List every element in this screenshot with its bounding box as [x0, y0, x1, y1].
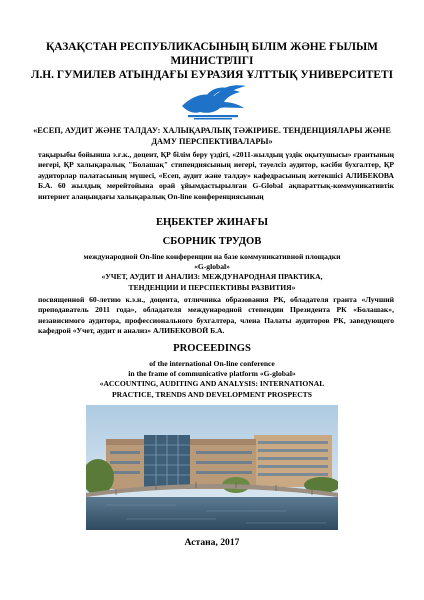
english-subtitle [30, 359, 394, 400]
place-and-year: Астана, 2017 [184, 537, 240, 548]
ministry-line-1: ҚАЗАҚСТАН РЕСПУБЛИКАСЫНЫҢ БІЛІМ ЖӘНЕ ҒЫЛЫМ [46, 41, 378, 53]
heading-russian: СБОРНИК ТРУДОВ [162, 236, 262, 247]
heading-english: PROCEEDINGS [173, 343, 251, 354]
heading-kazakh: ЕҢБЕКТЕР ЖИНАҒЫ [155, 217, 269, 228]
university-logo-icon [174, 82, 252, 120]
english-sub-line-1: of the international On-line conference [149, 359, 275, 368]
russian-sub-line-3: «УЧЕТ, АУДИТ И АНАЛИЗ: МЕЖДУНАРОДНАЯ ПРАКТИКА, [101, 272, 323, 282]
conference-title-line-1: «ЕСЕП, АУДИТ ЖӘНЕ ТАЛДАУ: ХАЛЫҚАРАЛЫҚ ТӘЖІРИБЕ. ТЕНДЕНЦИЯЛАРЫ ЖӘНЕ [33, 126, 391, 135]
university-name: Л.Н. ГУМИЛЕВ АТЫНДАҒЫ ЕУРАЗИЯ ҰЛТТЫҚ УНИВЕРСИТЕТІ [30, 69, 394, 81]
russian-sub-line-2: «G-global» [194, 262, 230, 272]
russian-dedication-paragraph: посвященной 60-летию к.э.н., доцента, отличника образования РК, обладателя гранта «Лучший преподаватель 2011 года», обладателя международной степендии Президента РК «Болашак», независимого аудитора, профессионального бухгалтера, члена Палаты аудиторов РК, заведующего кафедрой «Учет, аудит и анализ» АЛИБЕКОВОЙ Б.А. [38, 295, 394, 336]
conference-title-line-2: ДАМУ ПЕРСПЕКТИВАЛАРЫ» [151, 136, 273, 146]
english-sub-line-3: «ACCOUNTING, AUDITING AND ANALYSIS: INTERNATIONAL [99, 379, 325, 389]
russian-sub-line-1: международной On-line конференции на базе коммуникативной площадки [83, 252, 341, 261]
russian-subtitle [30, 252, 394, 293]
ministry-header [20, 40, 404, 82]
conference-title [24, 126, 400, 147]
ministry-line-2: МИНИСТРЛІГІ [170, 55, 254, 67]
kazakh-dedication-paragraph: тақырыбы бойынша э.ғ.к., доцент, ҚР білім беру үздігі, «2011-жылдың үздік оқытушысы» грантының иегері, ҚР халықаралық "Болашақ" стипендиясының иегері, тәуелсіз аудитор, кәсіби бухгалтер, ҚР аудиторлар палатасының мүшесі, «Есеп, аудит және талдау» кафедрасының жетекшісі АЛИБЕКОВА Б.А. 60 жылдық мерейтойына орай ұйымдастырылған G-Global ақпараттық-коммуникативтік интернет алаңындағы халықаралық On-line конференциясының [38, 150, 394, 201]
university-building-photo [86, 405, 338, 530]
english-sub-line-4: PRACTICE, TRENDS AND DEVELOPMENT PROSPECTS [112, 389, 312, 399]
english-sub-line-2: in the frame of communicative platform «G-global» [128, 369, 296, 379]
russian-sub-line-4: ТЕНДЕНЦИИ И ПЕРСПЕКТИВЫ РАЗВИТИЯ» [128, 282, 296, 292]
